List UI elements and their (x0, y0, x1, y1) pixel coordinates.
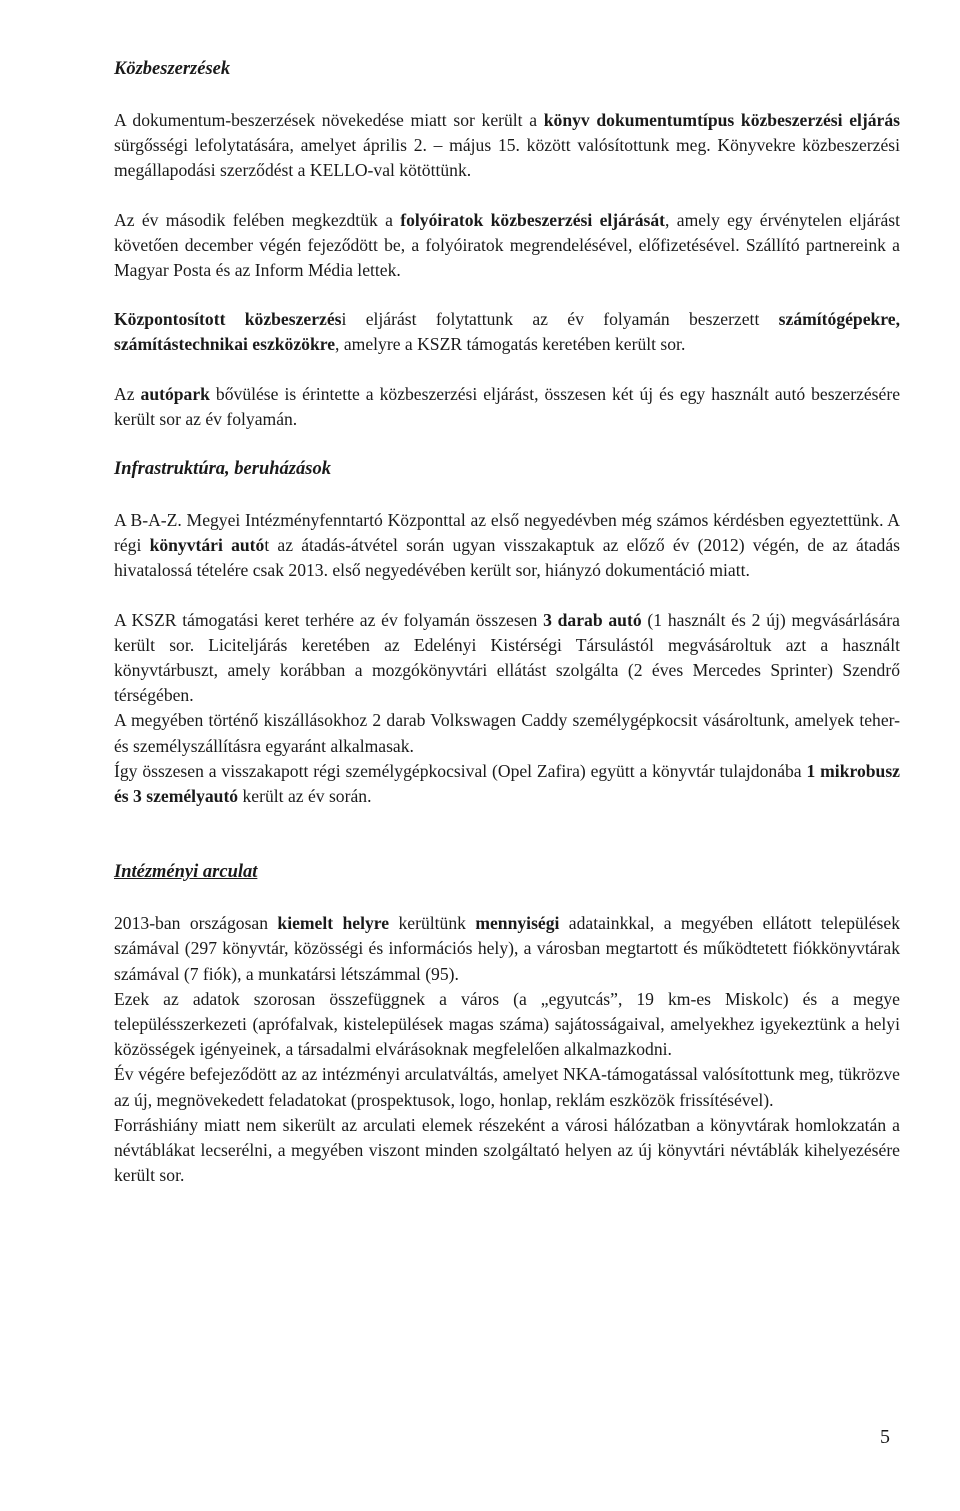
bold-text-run: számítógépekre, számítástechnikai eszközökre (114, 309, 901, 355)
section-heading-intezmenyi-arculat: Intézményi arculat (114, 862, 258, 883)
paragraph (114, 208, 900, 284)
paragraph (114, 911, 900, 987)
bold-text-run: kiemelt helyre (277, 913, 390, 934)
bold-text-run: könyvtári autó (149, 535, 265, 556)
bold-text-run: Központosított közbeszerzés (114, 309, 342, 330)
paragraph (114, 608, 900, 709)
paragraph (114, 307, 900, 357)
text-run: adatainkkal, a megyében ellátott települések számával (297 könyvtár, közösségi és információs hely), a városban megtartott és működtetett fiókkönyvtárak számával (7 fiók), a munkatársi létszámmal (95). (114, 913, 900, 984)
text-run: A B-A-Z. Megyei Intézményfenntartó Központtal az első negyedévben még számos kérdésben egyeztettünk. A régi (114, 510, 900, 556)
paragraph (114, 708, 900, 758)
text-run: , amely egy érvénytelen eljárást követően december végén fejeződött be, a folyóiratok megrendelésével, előfizetésével. Szállító partnereink a Magyar Posta és az Inform Média lettek. (114, 209, 900, 281)
text-run: Az (114, 383, 141, 404)
bold-text-run: könyv dokumentumtípus közbeszerzési eljárás (543, 110, 900, 130)
paragraph (114, 1113, 900, 1189)
paragraph (114, 382, 900, 432)
paragraph (114, 108, 900, 184)
text-run: kerültünk (389, 913, 476, 934)
document-page (114, 56, 900, 1189)
section-heading-infrastruktura: Infrastruktúra, beruházások (114, 459, 331, 480)
text-run: Így összesen a visszakapott régi személygépkocsival (Opel Zafira) együtt a könyvtár tulajdonába (114, 760, 807, 781)
bold-text-run: mennyiségi (475, 913, 560, 934)
text-run: t az átadás-átvétel során ugyan visszakaptuk az előző év (2012) végén, de az átadás hivatalossá tételére csak 2013. első negyedévében került sor, hiányzó dokumentáció miatt. (114, 535, 900, 581)
text-run: sürgősségi lefolytatására, amelyet április 2. – május 15. között valósítottunk meg. Könyvekre közbeszerzési megállapodási szerződést a KELLO-val kötöttünk. (114, 135, 900, 181)
text-run: (1 használt és 2 új) megvásárlására került sor. Liciteljárás keretében az Edelényi Kistérségi Társulástól megvásároltuk azt a használt könyvtárbuszt, amely korábban a mozgókönyvtári ellátást szolgálta (2 éves Mercedes Sprinter) Szendrő térségében. (114, 609, 900, 706)
text-run: A KSZR támogatási keret terhére az év folyamán összesen (114, 609, 544, 630)
text-run: i eljárást folytattunk az év folyamán beszerzett (341, 309, 779, 330)
text-run: bővülése is érintette a közbeszerzési eljárást, összesen két új és egy használt autó beszerzésére került sor az év folyamán. (114, 383, 901, 429)
text-run: Ezek az adatok szorosan összefüggnek a város (a „egyutcás”, 19 km-es Miskolc) és a megye településszerkezeti (aprófalvak, kistelepülések magas száma) sajátosságaival, amelyekhez igyekeztünk a helyi közösségek igényeinek, a társadalmi elvárásoknak megfelelően alkalmazkodni. (114, 988, 900, 1060)
page-number: 5 (880, 1426, 890, 1448)
paragraph (114, 508, 900, 584)
text-run: A megyében történő kiszállásokhoz 2 darab Volkswagen Caddy személygépkocsit vásároltunk, amelyek teher- és személyszállításra egyaránt alkalmasak. (114, 710, 900, 756)
text-run: Forráshiány miatt nem sikerült az arculati elemek részeként a városi hálózatban a könyvtárak homlokzatán a névtáblákat lecserélni, a megyében viszont minden szolgáltató helyen az új könyvtári névtáblák kihelyezésére került sor. (114, 1114, 900, 1186)
bold-text-run: 1 mikrobusz és 3 személyautó (114, 760, 900, 807)
bold-text-run: folyóiratok közbeszerzési eljárását (400, 209, 666, 230)
paragraph (114, 1062, 900, 1112)
section-heading-kozbeszerzesek: Közbeszerzések (114, 59, 231, 79)
bold-text-run: 3 darab autó (543, 609, 642, 630)
paragraph (114, 987, 900, 1063)
text-run: Év végére befejeződött az az intézményi arculatváltás, amelyet NKA-támogatással valósítottunk meg, tükrözve az új, megnövekedett feladatokat (prospektusok, logo, honlap, reklám eszközök frissítésével). (114, 1064, 900, 1110)
text-run: A dokumentum-beszerzések növekedése miatt sor került a (114, 110, 544, 130)
paragraph (114, 759, 900, 809)
bold-text-run: autópark (140, 383, 210, 404)
text-run: 2013-ban országosan (114, 913, 278, 934)
text-run: , amelyre a KSZR támogatás keretében került sor. (335, 334, 686, 355)
text-run: került az év során. (238, 786, 372, 807)
text-run: Az év második felében megkezdtük a (114, 209, 401, 230)
